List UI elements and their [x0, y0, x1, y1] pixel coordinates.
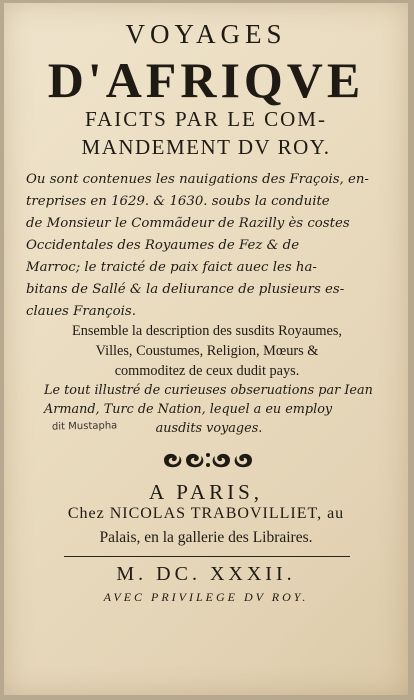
ensemble-line: Villes, Coustumes, Religion, Mœurs & [95, 343, 319, 359]
imprint-city: A PARIS, [148, 480, 264, 504]
imprint-printer: Chez NICOLAS TRABOVILLIET, au [67, 505, 345, 522]
title-subtitle-line2: MANDEMENT DV ROY. [81, 135, 331, 159]
description-line: treprises en 1629. & 1630. soubs la conduite [26, 194, 330, 209]
ensemble-line: commoditez de ceux dudit pays. [114, 363, 300, 379]
description-paragraph [26, 169, 386, 323]
imprint-privilege: AVEC PRIVILEGE DV ROY. [103, 590, 309, 604]
ensemble-paragraph [34, 321, 380, 381]
imprint-divider [64, 556, 350, 557]
title-voyages: VOYAGES [125, 19, 287, 49]
illustre-line: ausdits voyages. [155, 421, 263, 436]
imprint-date: M. DC. XXXII. [116, 563, 296, 585]
ensemble-line: Ensemble la description des susdits Royaumes, [71, 323, 342, 339]
title-subtitle-line1: FAICTS PAR LE COM- [85, 107, 327, 131]
description-line: Ou sont contenues les nauigations des Fraçois, en- [26, 172, 369, 187]
description-line: claues François. [26, 304, 136, 319]
imprint-address: Palais, en la gallerie des Libraires. [99, 529, 313, 546]
handwritten-annotation: dit Mustapha [51, 420, 118, 433]
description-line: Marroc; le traicté de paix faict auec les ha- [26, 260, 317, 275]
description-line: de Monsieur le Commãdeur de Razilly ès costes [26, 216, 350, 231]
illustre-line: Armand, Turc de Nation, lequel a eu employ [44, 402, 333, 417]
title-dafrique: D'AFRIQVE [47, 52, 365, 108]
illustre-line: Le tout illustré de curieuses obseruations par Iean [44, 383, 373, 398]
description-line: Occidentales des Royaumes de Fez & de [26, 238, 300, 253]
description-line: bitans de Sallé & la deliurance de plusieurs es- [26, 282, 345, 297]
fleuron-ornament-icon [160, 449, 256, 471]
title-page [4, 3, 408, 695]
